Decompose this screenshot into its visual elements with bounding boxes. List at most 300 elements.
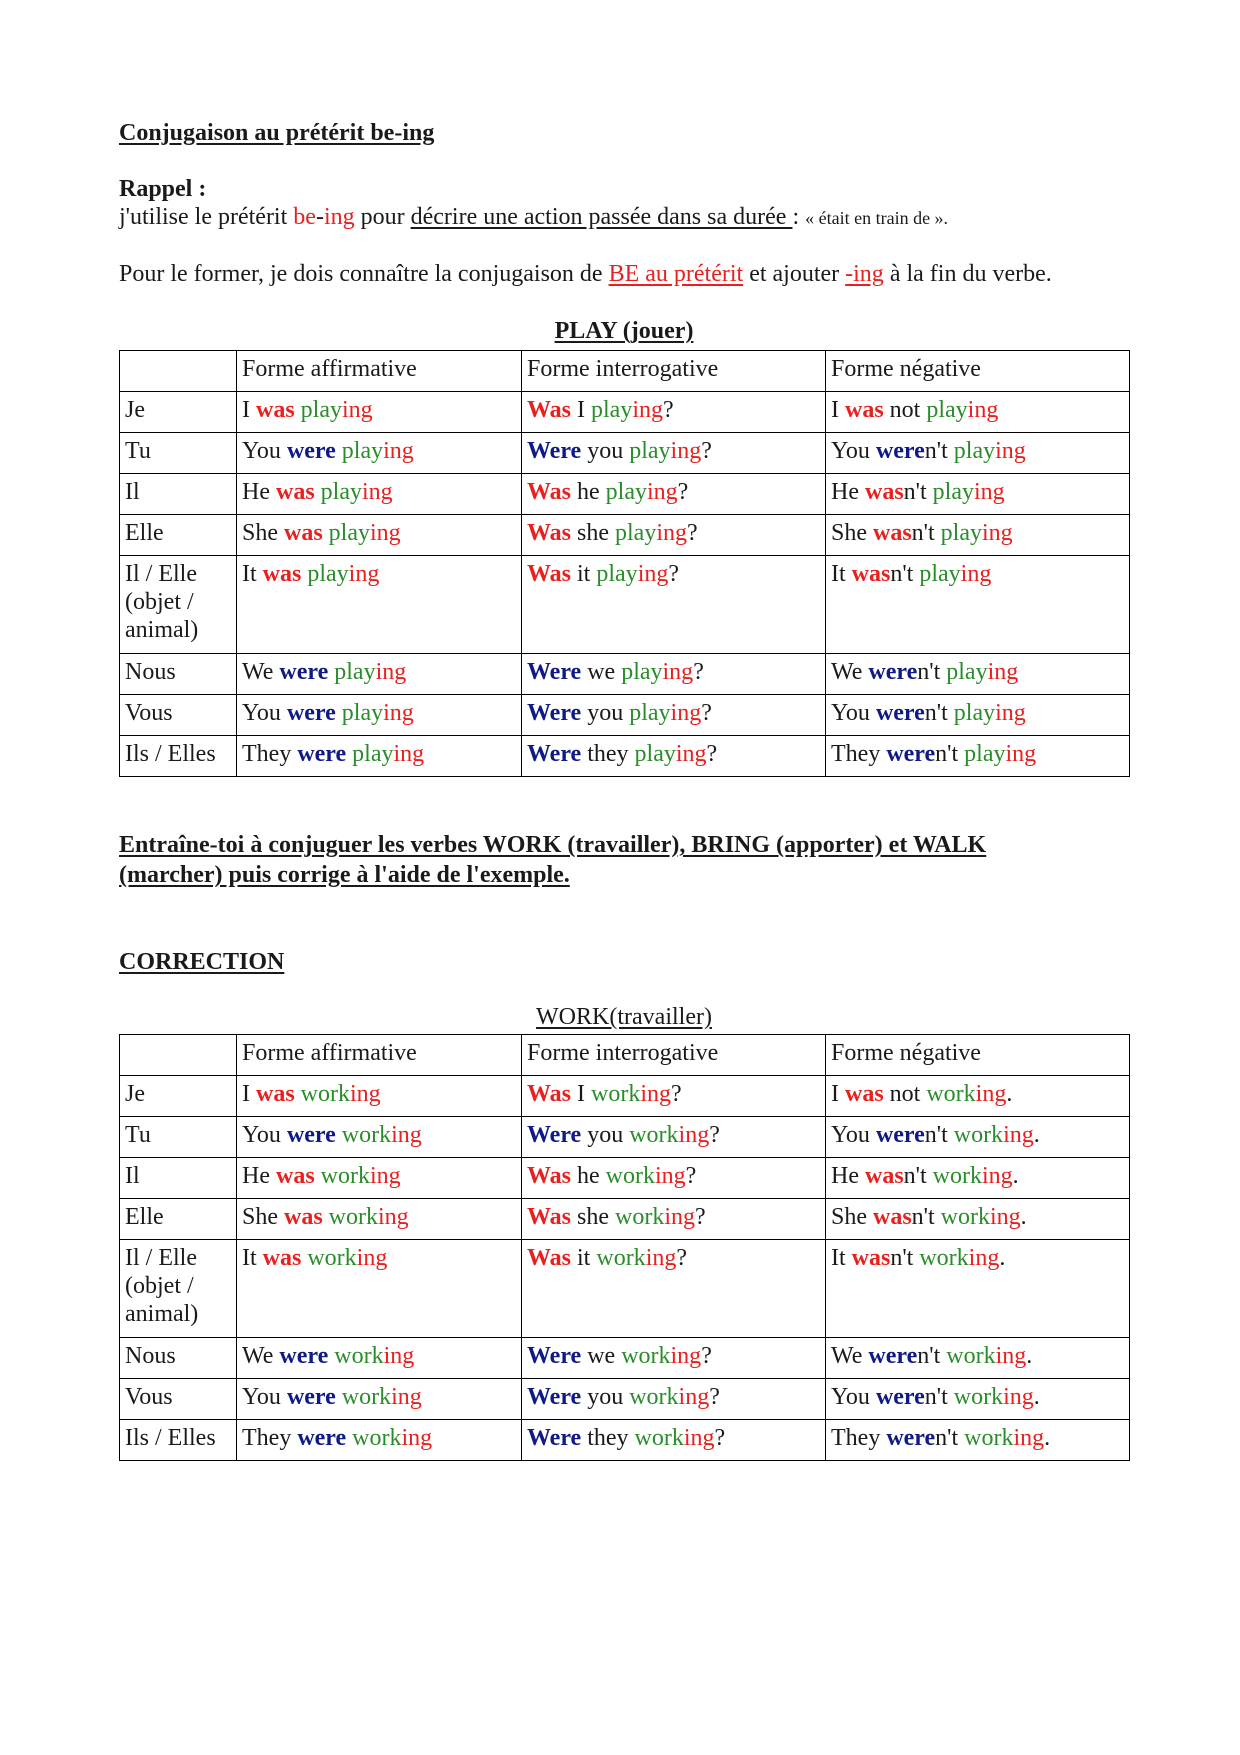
rappel-text: à la fin du verbe. <box>883 261 1052 287</box>
affirmative-cell <box>237 474 522 515</box>
affirmative-cell <box>237 1076 522 1117</box>
correction-heading: CORRECTION <box>119 949 285 975</box>
word-text: I <box>831 397 845 423</box>
verb-stem: play <box>919 561 961 587</box>
ing-suffix: ing <box>655 1163 686 1189</box>
word-text: they <box>581 741 635 767</box>
word-text: you <box>581 438 630 464</box>
affirmative-cell <box>237 1379 522 1420</box>
auxiliary-verb: was <box>851 561 891 587</box>
subject-cell: Nous <box>120 654 237 695</box>
verb-stem: play <box>300 397 342 423</box>
verb-stem: play <box>615 520 657 546</box>
verb-stem: work <box>634 1425 684 1451</box>
table-row <box>120 1338 1130 1379</box>
ing-suffix: ing <box>973 479 1005 505</box>
table-header-row <box>120 1035 1130 1076</box>
auxiliary-verb: were <box>279 659 329 685</box>
interrogative-cell <box>522 736 826 777</box>
interrogative-cell <box>522 695 826 736</box>
punctuation: ? <box>693 659 704 685</box>
verb-form <box>352 1425 432 1451</box>
punctuation: ? <box>663 397 674 423</box>
auxiliary-verb: Was <box>527 1245 572 1271</box>
punctuation: ? <box>668 561 680 587</box>
interrogative-cell <box>522 1379 826 1420</box>
verb-stem: work <box>946 1343 996 1369</box>
punctuation: ? <box>701 1343 712 1369</box>
verb-form <box>946 1343 1026 1369</box>
ing-suffix: ing <box>348 561 380 587</box>
affirmative-cell <box>237 556 522 654</box>
verb-stem: work <box>621 1343 671 1369</box>
rappel-translation: « était en train de ». <box>805 208 949 228</box>
verb-stem: play <box>328 520 370 546</box>
ing-suffix: ing <box>391 1384 422 1410</box>
verb-stem: work <box>334 1343 384 1369</box>
verb-stem: work <box>629 1122 679 1148</box>
verb-form <box>342 1384 422 1410</box>
punctuation: ? <box>687 520 698 546</box>
negative-cell <box>826 1158 1130 1199</box>
subject-cell: Vous <box>120 1379 237 1420</box>
verb-form <box>307 561 379 587</box>
auxiliary-verb: Were <box>527 659 582 685</box>
table-row <box>120 1379 1130 1420</box>
word-text: He <box>242 479 276 505</box>
auxiliary-verb: were <box>868 1343 918 1369</box>
word-text: It <box>831 561 852 587</box>
negative-cell <box>826 736 1130 777</box>
auxiliary-verb: Was <box>527 1081 572 1107</box>
negative-cell <box>826 654 1130 695</box>
punctuation: ? <box>706 741 718 767</box>
auxiliary-verb: were <box>875 700 925 726</box>
subject-cell: Tu <box>120 1117 237 1158</box>
ing-suffix: ing <box>361 479 393 505</box>
word-text: not <box>883 397 927 423</box>
negative-cell <box>826 1379 1130 1420</box>
word-text: I <box>571 1081 592 1107</box>
punctuation: ? <box>709 1122 720 1148</box>
ing-suffix: ing <box>391 1122 422 1148</box>
verb-form <box>629 700 701 726</box>
ing-suffix: ing <box>1005 741 1037 767</box>
rappel-text: pour <box>354 204 411 230</box>
subject-cell: Elle <box>120 1199 237 1240</box>
negative-cell <box>826 474 1130 515</box>
verb-stem: work <box>964 1425 1014 1451</box>
be-highlight: be <box>293 204 316 230</box>
auxiliary-verb: were <box>886 1425 936 1451</box>
verb-form <box>334 659 406 685</box>
ing-suffix: ing <box>675 741 707 767</box>
work-table-caption: WORK(travailler) <box>536 1004 712 1030</box>
ing-suffix: ing <box>990 1204 1021 1230</box>
affirmative-cell <box>237 1158 522 1199</box>
word-text: I <box>242 1081 256 1107</box>
verb-stem: work <box>591 1081 641 1107</box>
auxiliary-verb: was <box>845 1081 884 1107</box>
ing-suffix: ing <box>683 1425 715 1451</box>
word-text: I <box>242 397 256 423</box>
auxiliary-verb: Were <box>527 1343 582 1369</box>
interrogative-cell <box>522 433 826 474</box>
ing-suffix: ing <box>645 1245 677 1271</box>
subject-cell: Nous <box>120 1338 237 1379</box>
affirmative-cell <box>237 1117 522 1158</box>
punctuation: . <box>999 1245 1006 1271</box>
verb-form <box>615 1204 695 1230</box>
word-text: n't <box>935 1425 965 1451</box>
rappel-text: j'utilise le prétérit <box>119 204 294 230</box>
punctuation: ? <box>701 700 712 726</box>
dash-text: - <box>315 204 324 230</box>
auxiliary-verb: were <box>297 1425 347 1451</box>
word-text: n't <box>911 520 941 546</box>
verb-form <box>954 700 1026 726</box>
word-text: you <box>581 1122 630 1148</box>
column-header: Forme négative <box>826 351 1130 392</box>
word-text: n't <box>924 1384 954 1410</box>
word-text: They <box>831 741 887 767</box>
verb-form <box>629 1122 709 1148</box>
word-text: she <box>571 1204 616 1230</box>
auxiliary-verb: Was <box>527 479 572 505</box>
word-text: n't <box>911 1204 941 1230</box>
ing-suffix: ing <box>1003 1122 1034 1148</box>
ing-suffix: ing <box>664 1204 696 1230</box>
affirmative-cell <box>237 392 522 433</box>
verb-stem: work <box>953 1122 1004 1148</box>
punctuation: . <box>1026 1343 1033 1369</box>
rappel-line-2 <box>119 260 1052 288</box>
verb-form <box>926 1081 1006 1107</box>
verb-form <box>621 659 693 685</box>
verb-form <box>919 1245 999 1271</box>
exercise-line-1: Entraîne-toi à conjuguer les verbes WORK (travailler), BRING (apporter) et WALK <box>119 832 987 858</box>
negative-cell <box>826 433 1130 474</box>
word-text: they <box>581 1425 635 1451</box>
affirmative-cell <box>237 433 522 474</box>
ing-suffix: ing <box>1003 1384 1034 1410</box>
negative-cell <box>826 1338 1130 1379</box>
verb-form <box>596 1245 676 1271</box>
auxiliary-verb: Was <box>527 397 572 423</box>
verb-stem: play <box>964 741 1006 767</box>
auxiliary-verb: Were <box>527 438 582 464</box>
auxiliary-verb: was <box>256 397 295 423</box>
verb-form <box>301 397 373 423</box>
verb-form <box>342 438 414 464</box>
word-text: I <box>571 397 592 423</box>
table-row <box>120 1117 1130 1158</box>
verb-form <box>941 520 1013 546</box>
affirmative-cell <box>237 654 522 695</box>
verb-stem: play <box>629 438 671 464</box>
verb-form <box>629 1384 709 1410</box>
subject-cell: Il / Elle (objet / animal) <box>120 1240 237 1338</box>
word-text: We <box>831 1343 869 1369</box>
ing-suffix: ing <box>356 1245 388 1271</box>
verb-stem: play <box>940 520 982 546</box>
auxiliary-verb: was <box>845 397 884 423</box>
verb-form <box>954 438 1026 464</box>
ing-suffix: ing <box>378 1204 409 1230</box>
table-row <box>120 695 1130 736</box>
ing-suffix: ing <box>370 520 401 546</box>
affirmative-cell <box>237 1420 522 1461</box>
word-text: n't <box>890 561 920 587</box>
ing-suffix: ing <box>350 1081 381 1107</box>
punctuation: ? <box>695 1204 706 1230</box>
column-header: Forme négative <box>826 1035 1130 1076</box>
subject-cell: Elle <box>120 515 237 556</box>
ing-suffix-highlight: -ing <box>845 261 884 287</box>
word-text: He <box>831 1163 865 1189</box>
verb-form <box>635 741 707 767</box>
verb-form <box>964 1425 1044 1451</box>
verb-stem: work <box>605 1163 655 1189</box>
auxiliary-verb: Were <box>527 1384 582 1410</box>
interrogative-cell <box>522 556 826 654</box>
ing-suffix: ing <box>383 700 414 726</box>
table-row <box>120 654 1130 695</box>
word-text: We <box>831 659 869 685</box>
word-text: she <box>571 520 616 546</box>
ing-suffix: ing <box>640 1081 672 1107</box>
auxiliary-verb: Were <box>527 700 582 726</box>
punctuation: ? <box>714 1425 726 1451</box>
auxiliary-verb: Was <box>527 1204 572 1230</box>
verb-form <box>933 1163 1013 1189</box>
interrogative-cell <box>522 1240 826 1338</box>
auxiliary-verb: Were <box>527 1122 582 1148</box>
verb-form <box>591 1081 671 1107</box>
rappel-line-1 <box>119 203 948 232</box>
auxiliary-verb: was <box>275 479 315 505</box>
subject-cell: Il <box>120 1158 237 1199</box>
verb-stem: play <box>634 741 676 767</box>
verb-stem: work <box>341 1384 392 1410</box>
affirmative-cell <box>237 515 522 556</box>
word-text: it <box>571 1245 597 1271</box>
word-text: n't <box>903 479 933 505</box>
ing-suffix: ing <box>995 700 1026 726</box>
auxiliary-verb: were <box>297 741 347 767</box>
auxiliary-verb: were <box>286 1122 336 1148</box>
verb-form <box>596 561 668 587</box>
table-row <box>120 556 1130 654</box>
punctuation: . <box>1033 1122 1040 1148</box>
rappel-definition: décrire une action passée dans sa durée <box>410 204 793 230</box>
verb-stem: work <box>320 1163 370 1189</box>
ing-suffix: ing <box>369 1163 401 1189</box>
punctuation: ? <box>709 1384 720 1410</box>
word-text: you <box>581 700 630 726</box>
verb-stem: work <box>919 1245 969 1271</box>
verb-form <box>606 479 678 505</box>
verb-form <box>334 1343 414 1369</box>
negative-cell <box>826 1240 1130 1338</box>
affirmative-cell <box>237 736 522 777</box>
subject-cell: Vous <box>120 695 237 736</box>
table-header-row <box>120 351 1130 392</box>
negative-cell <box>826 1117 1130 1158</box>
verb-form <box>329 1204 409 1230</box>
word-text: he <box>571 1163 606 1189</box>
verb-form <box>301 1081 381 1107</box>
verb-stem: play <box>932 479 974 505</box>
table-row <box>120 1158 1130 1199</box>
ing-suffix: ing <box>981 1163 1013 1189</box>
verb-form <box>941 1204 1021 1230</box>
ing-suffix: ing <box>662 659 694 685</box>
column-header: Forme affirmative <box>237 1035 522 1076</box>
word-text: It <box>831 1245 852 1271</box>
auxiliary-verb: were <box>886 741 936 767</box>
auxiliary-verb: was <box>873 1204 912 1230</box>
ing-suffix: ing <box>975 1081 1007 1107</box>
verb-form <box>919 561 991 587</box>
table-row <box>120 1420 1130 1461</box>
verb-stem: play <box>596 561 638 587</box>
word-text: She <box>242 520 284 546</box>
word-text: We <box>242 1343 280 1369</box>
ing-suffix: ing <box>401 1425 433 1451</box>
interrogative-cell <box>522 1199 826 1240</box>
verb-form <box>621 1343 701 1369</box>
word-text: She <box>242 1204 284 1230</box>
ing-suffix: ing <box>647 479 678 505</box>
verb-stem: play <box>926 397 968 423</box>
ing-suffix: ing <box>393 741 425 767</box>
verb-form <box>629 438 701 464</box>
colon-text: : <box>792 204 806 230</box>
verb-stem: work <box>328 1204 378 1230</box>
word-text: You <box>831 438 876 464</box>
subject-cell: Il / Elle (objet / animal) <box>120 556 237 654</box>
word-text: They <box>242 1425 298 1451</box>
interrogative-cell <box>522 392 826 433</box>
interrogative-cell <box>522 1420 826 1461</box>
auxiliary-verb: was <box>262 1245 302 1271</box>
ing-suffix: ing <box>678 1122 710 1148</box>
verb-stem: work <box>629 1384 679 1410</box>
word-text: They <box>242 741 298 767</box>
punctuation: ? <box>677 479 689 505</box>
auxiliary-verb: were <box>279 1343 329 1369</box>
verb-form <box>329 520 401 546</box>
auxiliary-verb: were <box>286 438 336 464</box>
play-table-caption: PLAY (jouer) <box>554 318 694 344</box>
affirmative-cell <box>237 1338 522 1379</box>
word-text: She <box>831 520 873 546</box>
verb-stem: work <box>341 1122 392 1148</box>
punctuation: ? <box>676 1245 688 1271</box>
subject-cell: Je <box>120 1076 237 1117</box>
auxiliary-verb: Were <box>527 1425 582 1451</box>
punctuation: . <box>1012 1163 1019 1189</box>
ing-suffix: ing <box>995 1343 1027 1369</box>
auxiliary-verb: was <box>864 479 904 505</box>
word-text: n't <box>924 1122 954 1148</box>
column-header: Forme interrogative <box>522 351 826 392</box>
auxiliary-verb: was <box>864 1163 904 1189</box>
word-text: n't <box>924 700 954 726</box>
verb-form <box>615 520 687 546</box>
verb-stem: play <box>352 741 394 767</box>
subject-cell: Je <box>120 392 237 433</box>
verb-form <box>321 479 393 505</box>
verb-stem: work <box>596 1245 646 1271</box>
subject-cell: Ils / Elles <box>120 736 237 777</box>
table-row <box>120 515 1130 556</box>
negative-cell <box>826 515 1130 556</box>
word-text: it <box>571 561 597 587</box>
exercise-line-2: (marcher) puis corrige à l'aide de l'exemple. <box>119 862 570 888</box>
word-text: we <box>581 659 622 685</box>
ing-suffix: ing <box>987 659 1019 685</box>
page-title: Conjugaison au prétérit be-ing <box>119 120 435 146</box>
verb-form <box>606 1163 686 1189</box>
word-text: You <box>242 1384 287 1410</box>
column-header <box>120 351 237 392</box>
verb-stem: work <box>300 1081 350 1107</box>
word-text: You <box>831 1384 876 1410</box>
subject-cell: Tu <box>120 433 237 474</box>
punctuation: ? <box>671 1081 682 1107</box>
ing-suffix: ing <box>342 397 373 423</box>
verb-form <box>591 397 663 423</box>
affirmative-cell <box>237 695 522 736</box>
be-preterit-highlight: BE au prétérit <box>608 261 744 287</box>
auxiliary-verb: Was <box>527 520 572 546</box>
ing-highlight: ing <box>323 204 355 230</box>
verb-stem: work <box>926 1081 976 1107</box>
verb-stem: play <box>621 659 663 685</box>
ing-suffix: ing <box>375 659 407 685</box>
auxiliary-verb: was <box>851 1245 891 1271</box>
interrogative-cell <box>522 1158 826 1199</box>
ing-suffix: ing <box>1013 1425 1045 1451</box>
verb-stem: work <box>615 1204 665 1230</box>
word-text: n't <box>935 741 965 767</box>
word-text: n't <box>917 1343 947 1369</box>
auxiliary-verb: Was <box>527 561 572 587</box>
table-row <box>120 392 1130 433</box>
negative-cell <box>826 1199 1130 1240</box>
auxiliary-verb: were <box>875 438 925 464</box>
ing-suffix: ing <box>995 438 1026 464</box>
word-text: I <box>831 1081 845 1107</box>
word-text: They <box>831 1425 887 1451</box>
interrogative-cell <box>522 515 826 556</box>
table-row <box>120 474 1130 515</box>
interrogative-cell <box>522 1076 826 1117</box>
verb-stem: play <box>629 700 671 726</box>
verb-form <box>926 397 998 423</box>
auxiliary-verb: were <box>286 700 336 726</box>
verb-form <box>933 479 1005 505</box>
auxiliary-verb: was <box>284 1204 323 1230</box>
verb-stem: work <box>953 1384 1004 1410</box>
play-conjugation-table <box>119 350 1130 777</box>
table-row <box>120 433 1130 474</box>
word-text: It <box>242 1245 263 1271</box>
verb-form <box>954 1384 1034 1410</box>
auxiliary-verb: were <box>875 1384 925 1410</box>
